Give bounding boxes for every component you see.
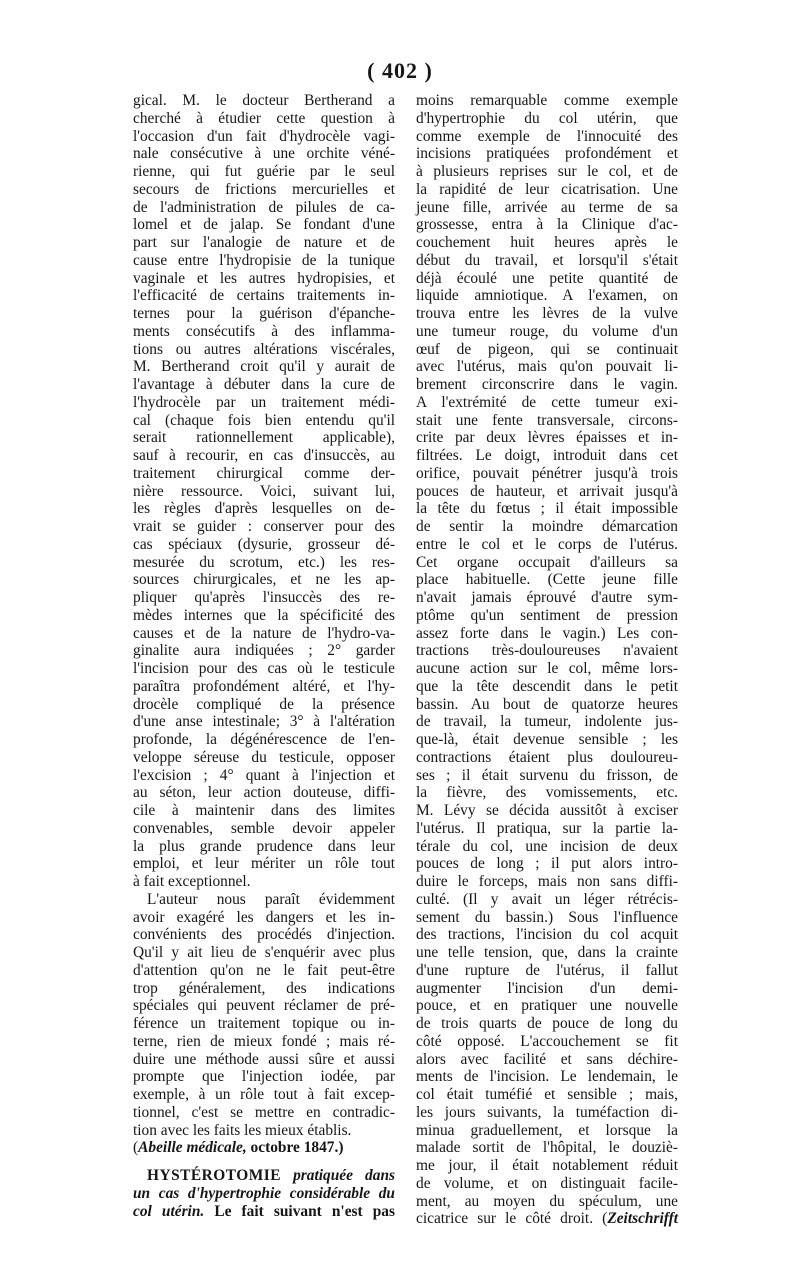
text-line-content: couchement huit heures après le xyxy=(416,234,678,251)
text-line: à fait exceptionnel. xyxy=(133,873,251,890)
text-line xyxy=(416,465,678,483)
text-line: duire une méthode aussi sûre et aussi xyxy=(133,1050,395,1068)
text-line xyxy=(416,571,678,589)
text-line: l'excision ; 4° quant à l'injection et xyxy=(133,766,395,784)
text-line: cause entre l'hydropisie de la tunique xyxy=(133,251,395,269)
text-line-content: minua graduellement, et lorsque la xyxy=(416,1121,678,1139)
text-line-content: côté opposé. L'accouchement se fit xyxy=(416,1032,678,1050)
text-line: au séton, leur action douteuse, diffi- xyxy=(133,784,395,802)
text-line xyxy=(416,855,678,873)
text-line xyxy=(416,270,678,288)
text-line-content: col était tuméfié et sensible ; mais, xyxy=(416,1086,678,1103)
text-line: la plus grande prudence dans leur xyxy=(133,837,395,855)
text-line: part sur l'analogie de nature et de xyxy=(133,234,395,251)
text-line: drocèle compliqué de la présence xyxy=(133,695,395,713)
text-line: cas spéciaux (dysurie, grosseur dé- xyxy=(133,535,395,553)
citation-date: octobre 1847.) xyxy=(246,1139,344,1157)
text-line xyxy=(416,749,678,767)
section-heading: HYSTÉROTOMIE xyxy=(147,1167,282,1184)
text-line-content: jeune fille, arrivée au terme de sa xyxy=(416,198,678,216)
section-intro-text: Le fait suivant n'est pas xyxy=(204,1202,395,1220)
text-line-content: bassin. Au bout de quatorze heures xyxy=(416,695,678,713)
citation-line xyxy=(133,1139,395,1157)
text-line-content: pouces de hauteur, et arrivait jusqu'à xyxy=(416,482,678,500)
text-line xyxy=(416,909,678,927)
text-line: nière ressource. Voici, suivant lui, xyxy=(133,482,395,500)
text-line-content: Cet organe occupait d'ailleurs sa xyxy=(416,553,678,571)
section-title-part: un cas d'hypertrophie considérable du xyxy=(133,1184,395,1202)
text-line: convenables, semble devoir appeler xyxy=(133,819,395,837)
text-line-content: déjà écoulé une petite quantité de xyxy=(416,269,678,287)
text-line: secours de frictions mercurielles et xyxy=(133,180,395,198)
text-line-content: la rapidité de leur cicatrisation. Une xyxy=(416,180,678,198)
text-line: convénients des procédés d'injection. xyxy=(133,926,395,944)
text-line: mesurée du scrotum, etc.) les res- xyxy=(133,553,395,571)
text-line-content: contractions étaient plus douloureu- xyxy=(416,748,678,766)
text-line xyxy=(416,784,678,802)
text-line: lomel et de jalap. Se fondant d'une xyxy=(133,216,395,234)
text-line: vaginale et les autres hydropisies, et xyxy=(133,269,395,287)
text-line xyxy=(416,1068,678,1086)
text-line: avoir exagéré les dangers et les in- xyxy=(133,908,395,926)
text-line xyxy=(416,678,678,696)
text-line xyxy=(416,589,678,607)
text-line: trop généralement, des indications xyxy=(133,979,395,997)
text-line-content: d'une rupture de l'utérus, il fallut xyxy=(416,961,678,979)
text-line: tion avec les faits les mieux établis. xyxy=(133,1121,352,1139)
text-line xyxy=(416,305,678,323)
text-line: mèdes internes que la spécificité des xyxy=(133,606,395,624)
text-line: Qu'il y ait lieu de s'enquérir avec plus xyxy=(133,944,395,961)
text-line: tions ou autres altérations viscérales, xyxy=(133,340,395,358)
text-line: gical. M. le docteur Bertherand a xyxy=(133,92,395,109)
text-line xyxy=(416,838,678,856)
section-title-line xyxy=(133,1203,395,1221)
text-line xyxy=(416,412,678,430)
text-line xyxy=(416,1139,678,1157)
text-line xyxy=(416,554,678,572)
text-line xyxy=(416,1051,678,1069)
text-line: traitement chirurgical comme der- xyxy=(133,464,395,482)
text-line: pliquer qu'après l'insuccès des re- xyxy=(133,589,395,606)
text-line-content: ments de l'incision. Le lendemain, le xyxy=(416,1068,678,1086)
text-line: ternes pour la guérison d'épanche- xyxy=(133,305,395,322)
text-line-content: brement circonscrire dans le vagin. xyxy=(416,376,678,393)
text-line: veloppe séreuse du testicule, opposer xyxy=(133,748,395,766)
text-line: tionnel, c'est se mettre en contradic- xyxy=(133,1103,395,1121)
text-line xyxy=(416,110,678,128)
text-line xyxy=(416,1086,678,1104)
text-line xyxy=(416,962,678,980)
text-line xyxy=(416,376,678,394)
text-line-content: n'avait jamais éprouvé d'autre sym- xyxy=(416,589,678,606)
text-line-content: cicatrice sur le côté droit. ( xyxy=(416,1210,608,1228)
text-line: cal (chaque fois bien entendu qu'il xyxy=(133,411,395,429)
text-line-content: assez forte dans le vagin.) Les con- xyxy=(416,624,678,642)
text-line xyxy=(416,1122,678,1140)
page-number: ( 402 ) xyxy=(367,58,433,83)
text-line-content: sement du bassin.) Sous l'influence xyxy=(416,908,678,926)
text-line xyxy=(416,252,678,270)
text-line xyxy=(416,713,678,731)
text-line-content: que la tête descendit dans le petit xyxy=(416,677,678,695)
text-line: d'attention qu'on ne le fait peut-être xyxy=(133,961,395,979)
text-line xyxy=(416,447,678,465)
text-line xyxy=(416,873,678,891)
text-line-content: comme exemple de l'innocuité des xyxy=(416,127,678,145)
text-line xyxy=(416,1015,678,1033)
text-line xyxy=(416,199,678,217)
text-line: profonde, la dégénérescence de l'en- xyxy=(133,731,395,748)
citation-open: ( xyxy=(133,1139,139,1157)
text-line xyxy=(416,163,678,181)
text-line xyxy=(416,216,678,234)
text-line xyxy=(416,341,678,359)
text-line: spéciales qui peuvent réclamer de pré- xyxy=(133,997,395,1015)
text-line: paraîtra profondément altéré, et l'hy- xyxy=(133,677,395,695)
text-line xyxy=(416,536,678,554)
text-line: l'efficacité de certains traitements in- xyxy=(133,287,395,305)
text-line xyxy=(416,997,678,1015)
text-line xyxy=(416,181,678,199)
text-line-content: térale du col, une incision de deux xyxy=(416,837,678,855)
text-line: vrait se guider : conserver pour des xyxy=(133,518,395,535)
text-line xyxy=(416,429,678,447)
text-line-content: la fièvre, des vomissements, etc. xyxy=(416,784,678,802)
text-line-content: aucune action sur le col, même lors- xyxy=(416,660,678,677)
text-line: prompte que l'injection iodée, par xyxy=(133,1068,395,1086)
text-line xyxy=(416,145,678,163)
section-heading-line xyxy=(133,1167,395,1185)
text-line-content: pouce, et en pratiquer une nouvelle xyxy=(416,997,678,1015)
text-line: ginalite aura indiquées ; 2° garder xyxy=(133,642,395,660)
section-title-line xyxy=(133,1185,395,1203)
text-line-content: augmenter l'incision d'un demi- xyxy=(416,979,678,997)
text-line: l'occasion d'un fait d'hydrocèle vagi- xyxy=(133,127,395,145)
text-line-content: de travail, la tumeur, indolente jus- xyxy=(416,713,678,731)
text-line-content: moins remarquable comme exemple xyxy=(416,92,678,109)
text-line xyxy=(416,926,678,944)
text-line-content: filtrées. Le doigt, introduit dans cet xyxy=(416,447,678,464)
text-line xyxy=(416,483,678,501)
text-line-content: à plusieurs reprises sur le col, et de xyxy=(416,163,678,180)
text-line: l'hydrocèle par un traitement médi- xyxy=(133,393,395,411)
text-line-content: duire le forceps, mais non sans diffi- xyxy=(416,873,678,890)
text-line: férence un traitement topique ou in- xyxy=(133,1015,395,1032)
text-line: de l'administration de pilules de ca- xyxy=(133,198,395,216)
text-line-content: grossesse, entra à la Clinique d'ac- xyxy=(416,216,678,234)
text-line-content: me jour, il était notablement réduit xyxy=(416,1157,678,1174)
text-line-content: stait une fente transversale, circons- xyxy=(416,411,678,429)
text-line: l'avantage à débuter dans la cure de xyxy=(133,376,395,393)
text-line xyxy=(416,1157,678,1175)
text-line-content: avec l'utérus, mais qu'on pouvait li- xyxy=(416,358,678,376)
text-line-content: de sentir la moindre démarcation xyxy=(416,518,678,535)
text-line-content: l'utérus. Il pratiqua, sur la partie la- xyxy=(416,819,678,837)
text-line xyxy=(416,394,678,412)
text-line xyxy=(416,1175,678,1193)
text-line xyxy=(416,518,678,536)
text-line-content: les jours suivants, la tuméfaction di- xyxy=(416,1103,678,1121)
text-line: nale consécutive à une orchite véné- xyxy=(133,145,395,163)
text-line-content: une telle tension, que, dans la crainte xyxy=(416,944,678,961)
text-line xyxy=(416,696,678,714)
text-line: sauf à recourir, en cas d'insuccès, au xyxy=(133,447,395,464)
text-line: serait rationnellement applicable), xyxy=(133,429,395,447)
text-line-content: culté. (Il y avait un léger rétrécis- xyxy=(416,890,678,908)
text-line: l'incision pour des cas où le testicule xyxy=(133,660,395,677)
text-line xyxy=(416,1104,678,1122)
right-column xyxy=(416,92,678,1228)
text-line: L'auteur nous paraît évidemment xyxy=(147,890,395,908)
text-line: rienne, qui fut guérie par le seul xyxy=(133,163,395,180)
text-line: ments consécutifs à des inflamma- xyxy=(133,322,395,340)
text-line-content: que-là, était devenue sensible ; les xyxy=(416,731,678,748)
text-line xyxy=(416,92,678,110)
text-line-content: de trois quarts de pouce de long du xyxy=(416,1015,678,1032)
text-line-content: ses ; il était survenu du frisson, de xyxy=(416,766,678,784)
text-line xyxy=(416,607,678,625)
text-line-content: des tractions, l'incision du col acquit xyxy=(416,926,678,944)
text-line-content: trouva entre les lèvres de la vulve xyxy=(416,305,678,322)
text-line-content: tractions très-douloureuses n'avaient xyxy=(416,642,678,660)
text-line-content: la tête du fœtus ; il était impossible xyxy=(416,500,678,518)
text-line xyxy=(416,891,678,909)
text-line-content: M. Lévy se décida aussitôt à exciser xyxy=(416,802,678,819)
text-line xyxy=(416,128,678,146)
text-line xyxy=(416,660,678,678)
text-line xyxy=(416,1193,678,1211)
text-line: terne, rien de mieux fondé ; mais ré- xyxy=(133,1032,395,1050)
left-column xyxy=(133,92,395,1220)
text-line-content: d'hypertrophie du col utérin, que xyxy=(416,109,678,127)
text-line: exemple, à un rôle tout à fait excep- xyxy=(133,1086,395,1103)
text-line: sources chirurgicales, et ne les ap- xyxy=(133,571,395,589)
text-line xyxy=(416,1210,678,1228)
text-line-content: malade sortit de l'hôpital, le douziè- xyxy=(416,1139,678,1157)
text-line-content: de volume, et on distinguait facile- xyxy=(416,1174,678,1192)
text-line: les règles d'après lesquelles on de- xyxy=(133,500,395,518)
text-line: cile à maintenir dans des limites xyxy=(133,802,395,819)
text-line-content: place habituelle. (Cette jeune fille xyxy=(416,571,678,589)
text-line-content: entre le col et le corps de l'utérus. xyxy=(416,535,678,553)
text-line: causes et de la nature de l'hydro-va- xyxy=(133,624,395,642)
text-line: d'une anse intestinale; 3° à l'altération xyxy=(133,713,395,731)
text-line-content: œuf de pigeon, qui se continuait xyxy=(416,340,678,358)
section-title-part: pratiquée dans xyxy=(281,1167,395,1184)
journal-source: Zeitschrifft xyxy=(607,1210,678,1228)
text-line xyxy=(416,625,678,643)
text-line-content: ptôme qu'un sentiment de pression xyxy=(416,606,678,624)
text-line-content: une tumeur rouge, du volume d'un xyxy=(416,322,678,340)
text-line-content: incisions pratiquées profondément et xyxy=(416,145,678,163)
text-line xyxy=(416,642,678,660)
text-line-content: ment, au moyen du spéculum, une xyxy=(416,1192,678,1210)
text-line xyxy=(416,500,678,518)
text-line xyxy=(416,944,678,962)
text-line: cherché à étudier cette question à xyxy=(133,109,395,127)
text-line xyxy=(416,980,678,998)
text-line-content: A l'extrémité de cette tumeur exi- xyxy=(416,393,678,411)
text-line: emploi, et leur mériter un rôle tout xyxy=(133,855,395,873)
text-line xyxy=(416,802,678,820)
text-line-content: orifice, pouvait pénétrer jusqu'à trois xyxy=(416,464,678,482)
text-line-content: liquide amniotique. A l'examen, on xyxy=(416,287,678,305)
text-line-content: début du travail, et lorsqu'il s'était xyxy=(416,251,678,269)
text-line xyxy=(416,767,678,785)
citation-source: Abeille médicale, xyxy=(138,1139,247,1157)
text-line-content: pouces de long ; il put alors intro- xyxy=(416,855,678,873)
text-line xyxy=(416,234,678,252)
text-line-content: crite par deux lèvres épaisses et in- xyxy=(416,429,678,447)
text-line: M. Bertherand croit qu'il y aurait de xyxy=(133,358,395,376)
text-line xyxy=(416,358,678,376)
text-line xyxy=(416,1033,678,1051)
text-line xyxy=(416,323,678,341)
section-gap xyxy=(133,1157,395,1167)
text-line xyxy=(416,287,678,305)
text-line xyxy=(416,731,678,749)
text-line-content: alors avec facilité et sans déchire- xyxy=(416,1050,678,1068)
section-title-part: col utérin. xyxy=(133,1202,205,1220)
text-line xyxy=(416,820,678,838)
